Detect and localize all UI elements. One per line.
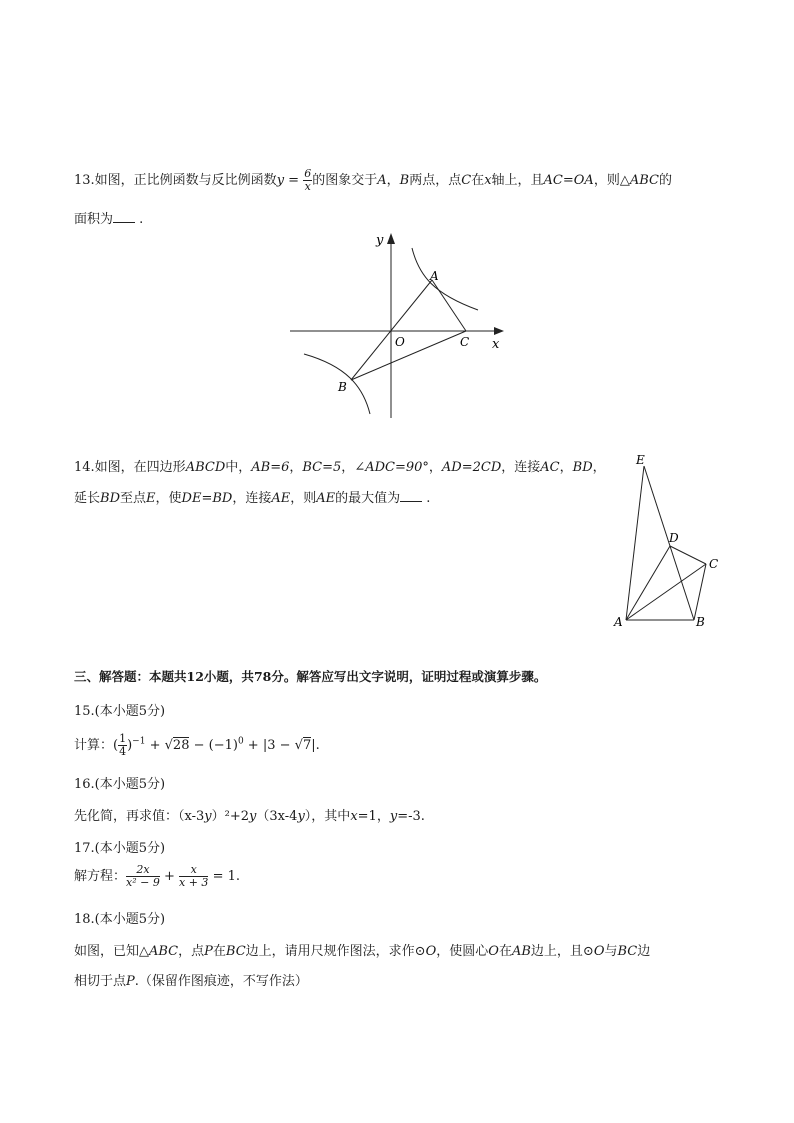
segment-bc — [351, 331, 466, 380]
y-axis-arrow — [387, 233, 395, 244]
label-c: C — [709, 557, 719, 571]
q14-line2: 延长BD至点E，使DE=BD，连接AE，则AE的最大值为 . — [74, 491, 431, 506]
segment-ac — [626, 564, 706, 620]
segment-ae — [626, 466, 644, 620]
hyperbola-q3 — [304, 354, 370, 414]
q13-figure — [284, 228, 510, 420]
q17-equation: 解方程： $\frac{2x}{\text{x² − 9}}$ + $\frac{x}{x + 3}$ = 1. — [74, 863, 241, 889]
segment-ad — [626, 546, 670, 620]
q18-line2: 相切于点P.（保留作图痕迹，不写作法） — [74, 974, 308, 989]
q16-head: 16.(本小题5分) — [74, 777, 166, 792]
label-b: B — [338, 380, 347, 394]
label-x: x — [492, 337, 500, 352]
label-d: D — [669, 531, 679, 545]
label-o: O — [395, 335, 405, 349]
q16-text: 先化简，再求值：（x-3y）²+2y（3x-4y），其中x=1，y=-3. — [74, 809, 425, 824]
label-c: C — [460, 335, 470, 349]
x-axis-arrow — [494, 327, 504, 335]
q14-line1: 14.如图，在四边形ABCD中，AB=6，BC=5，∠ADC=90°，AD=2CD，连接AC，BD， — [74, 460, 606, 475]
q17-fraction-1: $\frac{2x}{\text{x² − 9}}$ — [126, 863, 160, 889]
q14-figure — [606, 450, 726, 632]
q13-line2: 面积为 . — [74, 212, 144, 227]
segment-cb — [694, 564, 706, 620]
answer-blank — [400, 491, 422, 502]
label-a: A — [430, 269, 439, 283]
label-a: A — [614, 615, 623, 629]
segment-ac — [432, 280, 466, 331]
q13-fraction: $\frac{6}{x}$ — [304, 167, 312, 193]
answer-blank — [113, 212, 135, 223]
label-b: B — [696, 615, 705, 629]
label-e: E — [636, 453, 645, 467]
label-y: y — [376, 233, 384, 248]
q15-expression: 计算：( $\frac{1}{4}$ )$^{-1} + √28 - (-1)^0 + |3 - √7|$. — [74, 732, 320, 758]
q13-line1: 13.如图，正比例函数与反比例函数y = $\frac{6}{x}$ 的图象交于A，B两点，点C在x轴上，且AC=OA，则△ABC的 — [74, 167, 672, 193]
q18-line1: 如图，已知△ABC，点P在BC边上，请用尺规作图法，求作⊙O，使圆心O在AB边上，且⊙O与BC边 — [74, 944, 651, 959]
section-heading: 三、解答题：本题共12小题，共78分。解答应写出文字说明，证明过程或演算步骤。 — [74, 669, 547, 684]
q15-fraction: $\frac{1}{4}$ — [119, 732, 127, 758]
q17-head: 17.(本小题5分) — [74, 841, 166, 856]
hyperbola-q1 — [412, 248, 478, 310]
q18-head: 18.(本小题5分) — [74, 912, 166, 927]
q17-fraction-2: $\frac{x}{x + 3}$ — [179, 863, 209, 889]
q15-head: 15.(本小题5分) — [74, 704, 166, 719]
